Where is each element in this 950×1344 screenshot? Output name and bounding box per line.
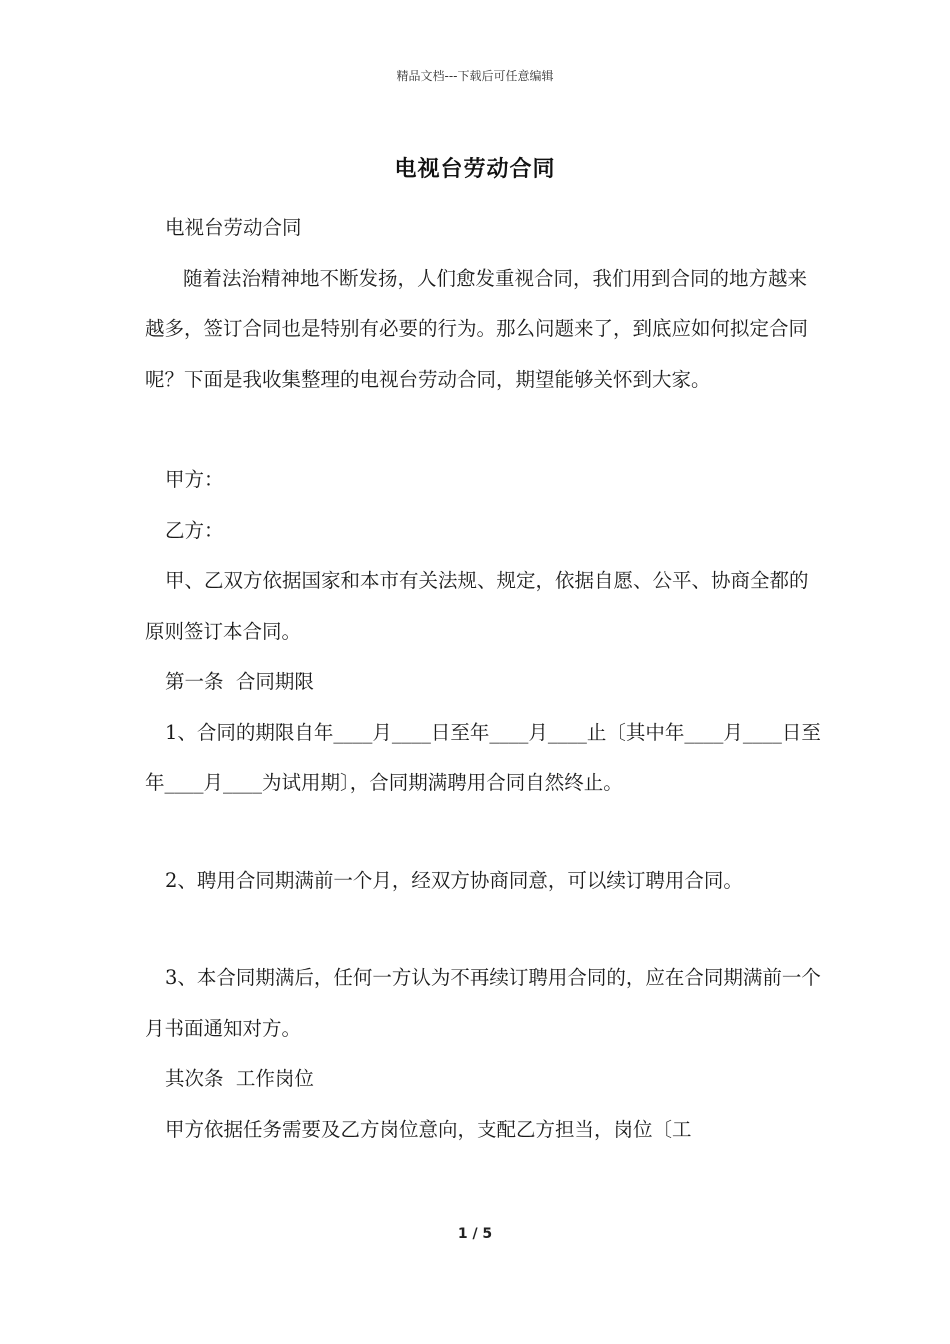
paragraph-party-a: 甲方： <box>165 468 224 491</box>
blank-space <box>145 405 825 455</box>
document-body <box>145 203 825 1155</box>
blank-space <box>145 906 825 953</box>
page-indicator: 1 / 5 <box>457 1226 493 1242</box>
paragraph-intro: 随着法治精神地不断发扬，人们愈发重视合同，我们用到合同的地方越来越多，签订合同也是特别有必要的行为。那么问题来了，到底应如何拟定合同呢？下面是我收集整理的电视台劳动合同，期望能够关怀到大家。 <box>145 266 809 391</box>
clause-3: 3、本合同期满后，任何一方认为不再续订聘用合同的，应在合同期满前一个月书面通知对方。 <box>145 966 821 1040</box>
section-heading-term: 第一条 合同期限 <box>165 670 314 693</box>
document-title: 电视台劳动合同 <box>394 156 556 182</box>
paragraph-agreement: 甲、乙双方依据国家和本市有关法规、规定，依据自愿、公平、协商全都的原则签订本合同。 <box>145 569 809 643</box>
clause-2: 2、聘用合同期满前一个月，经双方协商同意，可以续订聘用合同。 <box>165 868 743 892</box>
blank-space <box>145 809 825 856</box>
header-note: 精品文档---下载后可任意编辑 <box>396 69 554 83</box>
section-heading-position: 其次条 工作岗位 <box>165 1067 314 1090</box>
paragraph-party-b: 乙方： <box>165 518 224 542</box>
clause-1: 1、合同的期限自年____月____日至年____月____止〔其中年____月____日至年____月____为试用期〕，合同期满聘用合同自然终止。 <box>145 720 821 794</box>
paragraph-position: 甲方依据任务需要及乙方岗位意向，支配乙方担当，岗位〔工 <box>165 1117 692 1141</box>
paragraph-subtitle: 电视台劳动合同 <box>165 216 302 239</box>
